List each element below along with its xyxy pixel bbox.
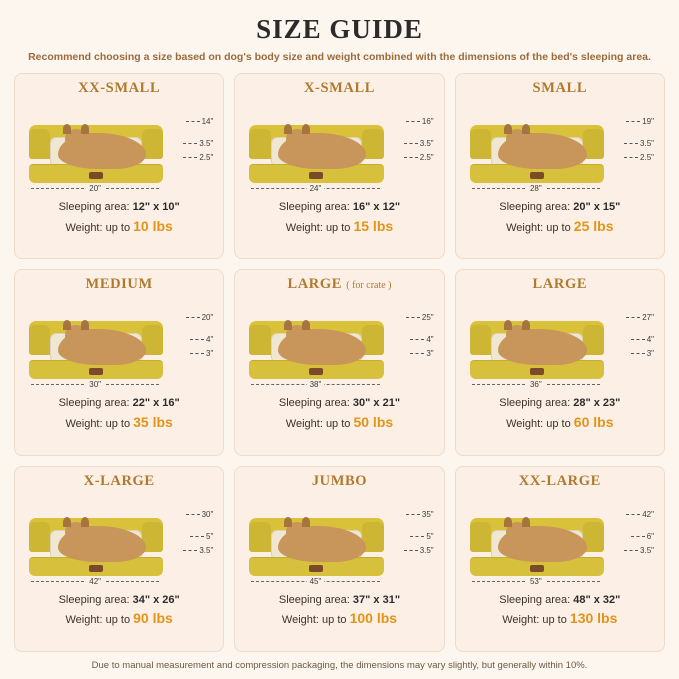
size-card-title bbox=[287, 276, 391, 293]
weight-value: 130 lbs bbox=[569, 610, 618, 627]
size-specs bbox=[499, 592, 620, 630]
dog-ear-left bbox=[63, 517, 71, 527]
size-specs bbox=[499, 199, 620, 237]
dimension-row bbox=[183, 153, 213, 162]
weight-line bbox=[279, 608, 400, 629]
bed-brand-tag bbox=[89, 565, 103, 572]
weight-upto-label: up to bbox=[105, 221, 131, 234]
dimension-row bbox=[631, 349, 654, 358]
sleeping-area-line bbox=[499, 592, 620, 609]
bed-illustration bbox=[243, 492, 435, 588]
height-dimensions bbox=[163, 115, 213, 177]
dog-head-graphic bbox=[65, 325, 87, 345]
bed-bolster-left bbox=[249, 325, 270, 355]
sleeping-area-line bbox=[279, 592, 400, 609]
height-dimensions bbox=[604, 508, 654, 570]
size-specs bbox=[59, 395, 180, 433]
sleeping-area-label: Sleeping area: bbox=[499, 201, 571, 213]
size-name: JUMBO bbox=[311, 472, 368, 489]
sleeping-area-value: 20" x 15" bbox=[573, 201, 621, 213]
weight-upto-label: up to bbox=[325, 417, 351, 430]
dog-ear-left bbox=[284, 124, 292, 134]
width-value: 42" bbox=[86, 577, 104, 586]
page-subtitle: Recommend choosing a size based on dog's body size and weight combined with the dimensions of the bed's sleeping area. bbox=[28, 51, 651, 63]
width-dimension bbox=[251, 576, 379, 586]
dog-head-graphic bbox=[286, 129, 308, 149]
sleeping-area-value: 12" x 10" bbox=[132, 201, 180, 213]
dog-ear-right bbox=[302, 320, 310, 330]
sleeping-area-value: 34" x 26" bbox=[132, 593, 180, 606]
sleeping-area-label: Sleeping area: bbox=[499, 593, 571, 606]
dimension-value: 2.5" bbox=[199, 153, 214, 162]
size-card-small bbox=[455, 73, 665, 259]
dimension-value: 25" bbox=[421, 313, 434, 323]
weight-line bbox=[499, 608, 620, 629]
dimension-value: 20" bbox=[201, 313, 214, 323]
dimension-row bbox=[624, 153, 654, 162]
sleeping-area-line bbox=[59, 199, 180, 216]
width-value: 53" bbox=[527, 577, 545, 586]
dimension-row bbox=[624, 139, 654, 148]
dimension-value: 14" bbox=[201, 117, 214, 126]
dimension-row bbox=[624, 546, 654, 555]
size-card-xx-large bbox=[455, 466, 665, 652]
size-card-medium bbox=[14, 269, 224, 455]
dimension-row bbox=[190, 335, 213, 344]
weight-label: Weight: bbox=[65, 614, 103, 627]
dimension-row bbox=[406, 117, 434, 126]
weight-upto-label: up to bbox=[322, 614, 347, 627]
size-card-title bbox=[304, 80, 375, 97]
width-dimension bbox=[472, 379, 600, 389]
height-dimensions bbox=[163, 311, 213, 373]
dimension-value: 4" bbox=[646, 335, 654, 345]
bed-illustration bbox=[23, 492, 215, 588]
dimension-value: 3.5" bbox=[199, 139, 214, 148]
dimension-row bbox=[406, 510, 434, 519]
bed-brand-tag bbox=[530, 565, 544, 572]
dog-ear-right bbox=[81, 320, 89, 330]
weight-label: Weight: bbox=[506, 417, 544, 430]
dimension-value: 5" bbox=[206, 531, 214, 541]
height-dimensions bbox=[604, 115, 654, 177]
weight-line bbox=[59, 608, 180, 629]
height-dimensions bbox=[384, 115, 434, 177]
dimension-row bbox=[404, 139, 434, 148]
sleeping-area-line bbox=[59, 592, 180, 609]
dog-ear-right bbox=[522, 124, 530, 134]
weight-line bbox=[279, 412, 400, 433]
dimension-value: 3.5" bbox=[419, 545, 434, 555]
dimension-row bbox=[404, 153, 434, 162]
width-value: 45" bbox=[307, 577, 325, 586]
dog-ear-left bbox=[504, 124, 512, 134]
bed-brand-tag bbox=[309, 172, 323, 179]
sleeping-area-line bbox=[59, 395, 180, 412]
size-specs bbox=[279, 395, 400, 433]
dog-ear-left bbox=[504, 517, 512, 527]
sleeping-area-value: 22" x 16" bbox=[132, 397, 180, 410]
dimension-row bbox=[631, 532, 654, 541]
dimension-row bbox=[406, 313, 434, 322]
dimension-value: 6" bbox=[646, 531, 654, 541]
weight-value: 25 lbs bbox=[573, 217, 614, 234]
weight-upto-label: up to bbox=[546, 417, 571, 430]
size-card-title bbox=[78, 80, 160, 97]
dimension-value: 4" bbox=[206, 335, 214, 345]
bed-bolster-left bbox=[29, 325, 50, 355]
page-title: SIZE GUIDE bbox=[256, 14, 423, 44]
bed-illustration bbox=[464, 99, 656, 195]
sleeping-area-value: 28" x 23" bbox=[573, 397, 621, 410]
dimension-value: 3.5" bbox=[199, 545, 214, 555]
height-dimensions bbox=[604, 311, 654, 373]
width-value: 36" bbox=[527, 380, 545, 389]
bed-bolster-left bbox=[249, 522, 270, 552]
dog-ear-right bbox=[522, 320, 530, 330]
size-specs bbox=[59, 199, 180, 237]
dog-head-graphic bbox=[506, 522, 528, 542]
dog-ear-left bbox=[504, 320, 512, 330]
size-name: X-SMALL bbox=[303, 80, 376, 96]
sleeping-area-line bbox=[279, 395, 400, 412]
weight-value: 10 lbs bbox=[133, 217, 173, 234]
dimension-row bbox=[186, 117, 214, 126]
dimension-row bbox=[626, 313, 654, 322]
bed-illustration bbox=[243, 99, 435, 195]
bed-brand-tag bbox=[309, 368, 323, 375]
dimension-row bbox=[410, 335, 433, 344]
size-specs bbox=[279, 199, 400, 237]
dog-head-graphic bbox=[506, 325, 528, 345]
dimension-value: 5" bbox=[426, 531, 434, 541]
bed-bolster-left bbox=[249, 129, 270, 159]
width-value: 24" bbox=[307, 184, 325, 193]
sleeping-area-value: 30" x 21" bbox=[352, 397, 401, 410]
sleeping-area-value: 37" x 31" bbox=[352, 593, 401, 606]
dog-ear-right bbox=[302, 517, 310, 527]
size-name: LARGE bbox=[287, 276, 343, 293]
width-dimension bbox=[472, 576, 600, 586]
dimension-value: 3.5" bbox=[640, 139, 654, 148]
size-name: SMALL bbox=[532, 80, 588, 96]
width-value: 30" bbox=[86, 380, 104, 389]
width-value: 20" bbox=[86, 184, 104, 193]
dimension-row bbox=[626, 117, 654, 126]
height-dimensions bbox=[163, 508, 213, 570]
dimension-row bbox=[626, 510, 654, 519]
bed-brand-tag bbox=[89, 172, 103, 179]
size-card-x-large bbox=[14, 466, 224, 652]
bed-brand-tag bbox=[309, 565, 323, 572]
size-specs bbox=[59, 592, 180, 630]
width-dimension bbox=[31, 183, 159, 193]
dog-ear-left bbox=[63, 124, 71, 134]
dimension-value: 19" bbox=[642, 117, 654, 126]
width-dimension bbox=[31, 379, 159, 389]
weight-label: Weight: bbox=[502, 614, 540, 627]
dimension-row bbox=[183, 139, 213, 148]
weight-label: Weight: bbox=[65, 417, 103, 430]
bed-bolster-left bbox=[470, 522, 491, 552]
bed-illustration bbox=[464, 295, 656, 391]
weight-upto-label: up to bbox=[105, 614, 131, 627]
dog-ear-right bbox=[81, 517, 89, 527]
weight-label: Weight: bbox=[506, 221, 544, 234]
size-card-title bbox=[84, 473, 155, 490]
dimension-value: 16" bbox=[421, 117, 434, 126]
weight-line bbox=[499, 216, 620, 237]
dimension-value: 3.5" bbox=[640, 545, 654, 555]
width-dimension bbox=[31, 576, 159, 586]
dimension-value: 27" bbox=[642, 313, 654, 323]
sleeping-area-label: Sleeping area: bbox=[278, 201, 350, 213]
sleeping-area-label: Sleeping area: bbox=[278, 593, 350, 606]
dog-head-graphic bbox=[65, 522, 87, 542]
size-card-title bbox=[533, 80, 588, 97]
size-name: XX-LARGE bbox=[518, 472, 601, 489]
bed-bolster-left bbox=[29, 522, 50, 552]
size-card-xx-small bbox=[14, 73, 224, 259]
bed-illustration bbox=[23, 99, 215, 195]
bed-brand-tag bbox=[89, 368, 103, 375]
dimension-row bbox=[631, 335, 654, 344]
bed-bolster-left bbox=[470, 325, 491, 355]
sleeping-area-line bbox=[499, 395, 620, 412]
sleeping-area-label: Sleeping area: bbox=[58, 593, 130, 606]
sleeping-area-label: Sleeping area: bbox=[58, 397, 130, 410]
size-card-title bbox=[312, 473, 367, 490]
bed-brand-tag bbox=[530, 172, 544, 179]
weight-value: 60 lbs bbox=[573, 413, 614, 430]
weight-upto-label: up to bbox=[546, 221, 571, 234]
dog-ear-right bbox=[302, 124, 310, 134]
dog-ear-left bbox=[63, 320, 71, 330]
dimension-row bbox=[190, 349, 213, 358]
weight-label: Weight: bbox=[281, 614, 319, 627]
size-card-title bbox=[86, 276, 153, 293]
size-name: MEDIUM bbox=[85, 276, 153, 293]
sleeping-area-label: Sleeping area: bbox=[58, 201, 130, 213]
size-name: LARGE bbox=[532, 276, 588, 293]
dimension-row bbox=[410, 532, 433, 541]
size-card-grid bbox=[14, 73, 665, 652]
weight-label: Weight: bbox=[65, 221, 103, 234]
size-card-title bbox=[519, 473, 601, 490]
sleeping-area-line bbox=[499, 199, 620, 216]
size-card-large bbox=[234, 269, 444, 455]
bed-illustration bbox=[23, 295, 215, 391]
width-value: 38" bbox=[307, 380, 325, 389]
dimension-row bbox=[190, 532, 213, 541]
width-dimension bbox=[251, 379, 379, 389]
dog-ear-left bbox=[284, 320, 292, 330]
dimension-value: 30" bbox=[201, 509, 214, 519]
weight-value: 35 lbs bbox=[133, 413, 173, 430]
dimension-row bbox=[404, 546, 434, 555]
sleeping-area-value: 48" x 32" bbox=[573, 593, 621, 606]
size-card-x-small bbox=[234, 73, 444, 259]
weight-value: 100 lbs bbox=[349, 610, 398, 627]
dog-ear-right bbox=[522, 517, 530, 527]
size-name: XX-SMALL bbox=[78, 80, 161, 96]
weight-upto-label: up to bbox=[105, 417, 131, 430]
size-specs bbox=[499, 395, 620, 433]
weight-line bbox=[279, 216, 400, 237]
bed-illustration bbox=[464, 492, 656, 588]
dimension-row bbox=[186, 510, 214, 519]
sleeping-area-label: Sleeping area: bbox=[278, 397, 350, 410]
weight-upto-label: up to bbox=[325, 221, 351, 234]
height-dimensions bbox=[384, 508, 434, 570]
dog-head-graphic bbox=[286, 522, 308, 542]
weight-value: 15 lbs bbox=[353, 217, 394, 234]
size-card-title bbox=[533, 276, 588, 293]
weight-upto-label: up to bbox=[542, 614, 567, 627]
weight-label: Weight: bbox=[285, 417, 323, 430]
dimension-row bbox=[186, 313, 214, 322]
dimension-value: 2.5" bbox=[640, 153, 654, 162]
width-value: 28" bbox=[527, 184, 545, 193]
weight-line bbox=[59, 412, 180, 433]
width-dimension bbox=[251, 183, 379, 193]
dimension-value: 3" bbox=[646, 349, 654, 359]
dog-head-graphic bbox=[286, 325, 308, 345]
weight-line bbox=[499, 412, 620, 433]
weight-value: 90 lbs bbox=[133, 610, 173, 627]
sleeping-area-value: 16" x 12" bbox=[352, 201, 401, 213]
weight-label: Weight: bbox=[285, 221, 323, 234]
dog-ear-right bbox=[81, 124, 89, 134]
dog-head-graphic bbox=[65, 129, 87, 149]
dog-ear-left bbox=[284, 517, 292, 527]
sleeping-area-label: Sleeping area: bbox=[499, 397, 571, 410]
height-dimensions bbox=[384, 311, 434, 373]
footer-note: Due to manual measurement and compression packaging, the dimensions may vary slightly, but generally within 10%. bbox=[91, 660, 588, 671]
dimension-value: 42" bbox=[642, 509, 654, 519]
dimension-row bbox=[183, 546, 213, 555]
bed-illustration bbox=[243, 295, 435, 391]
size-name: X-LARGE bbox=[83, 472, 155, 489]
size-card-large bbox=[455, 269, 665, 455]
dimension-value: 3.5" bbox=[419, 139, 434, 148]
size-note: ( for crate ) bbox=[346, 280, 392, 292]
dimension-value: 2.5" bbox=[419, 153, 434, 162]
bed-bolster-left bbox=[29, 129, 50, 159]
dog-head-graphic bbox=[506, 129, 528, 149]
sleeping-area-line bbox=[279, 199, 400, 216]
dimension-row bbox=[410, 349, 433, 358]
size-specs bbox=[279, 592, 400, 630]
dimension-value: 3" bbox=[426, 349, 434, 359]
bed-brand-tag bbox=[530, 368, 544, 375]
weight-value: 50 lbs bbox=[353, 413, 394, 430]
dimension-value: 35" bbox=[421, 509, 434, 519]
width-dimension bbox=[472, 183, 600, 193]
size-card-jumbo bbox=[234, 466, 444, 652]
dimension-value: 3" bbox=[206, 349, 214, 359]
weight-line bbox=[59, 216, 180, 237]
bed-bolster-left bbox=[470, 129, 491, 159]
dimension-value: 4" bbox=[426, 335, 434, 345]
